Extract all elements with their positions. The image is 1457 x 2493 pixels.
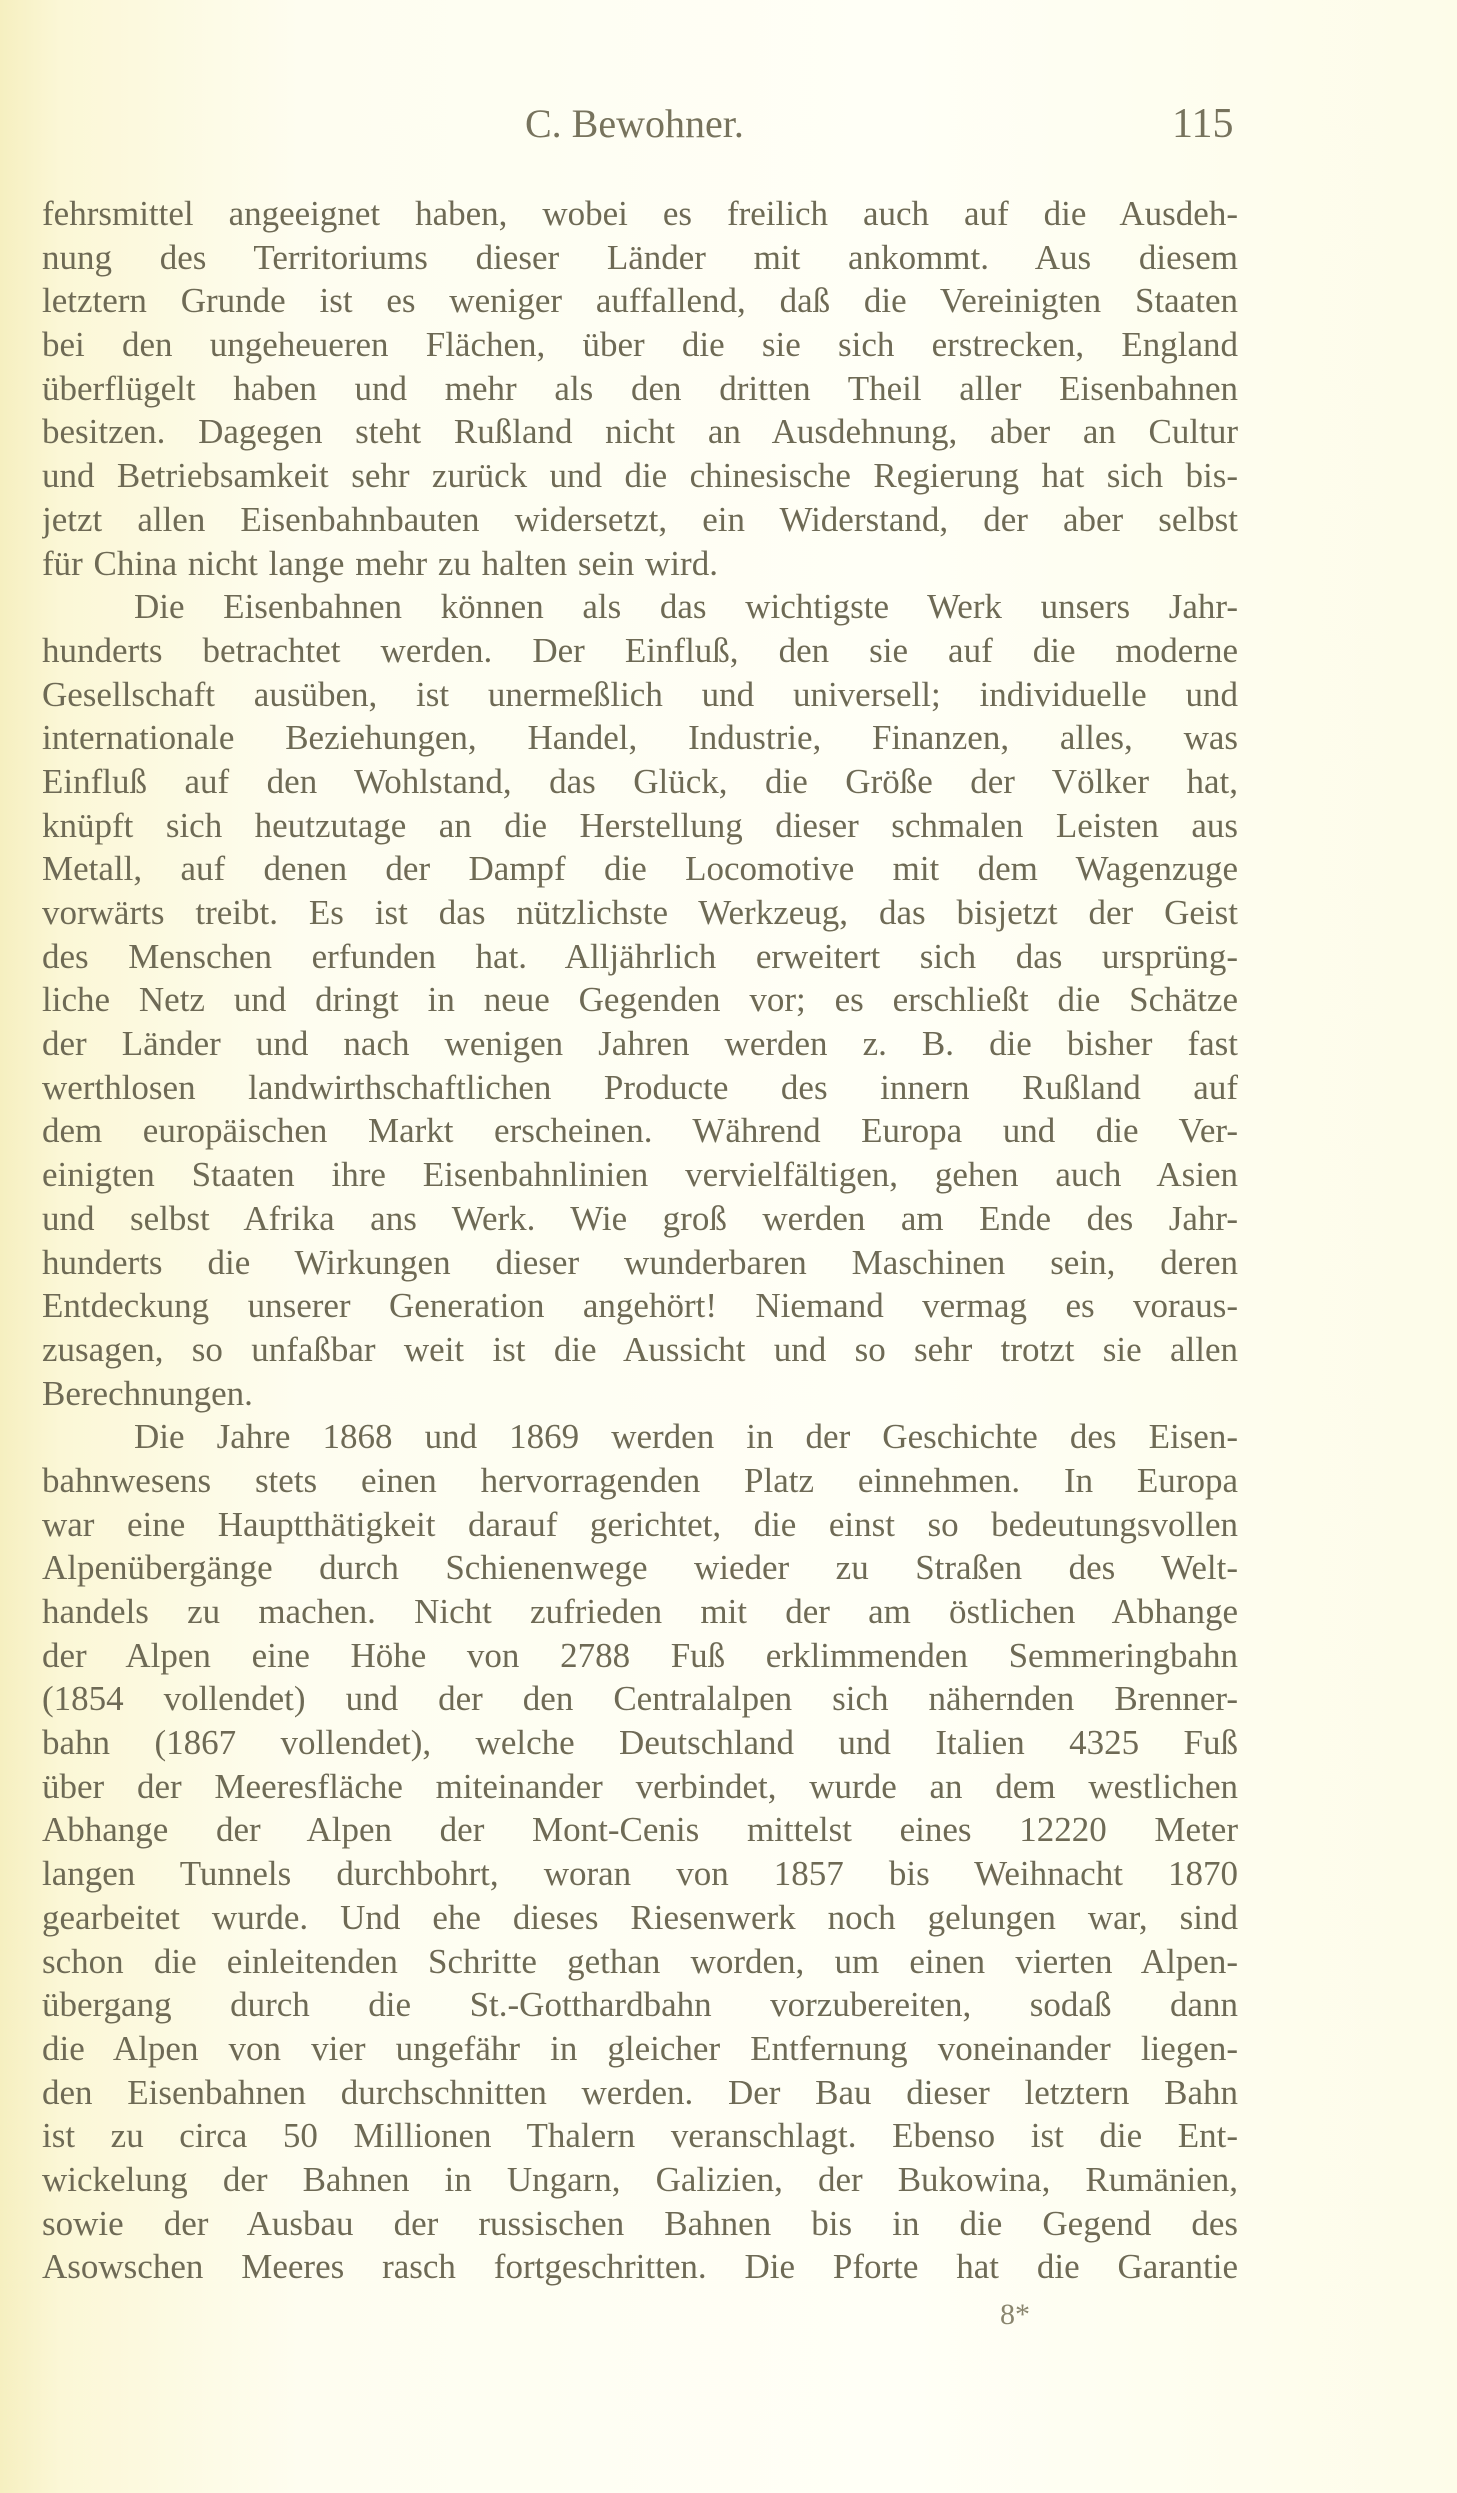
text-line: Gesellschaft ausüben, ist unermeßlich und universell; individuelle und (42, 674, 1238, 714)
text-line: Die Eisenbahnen können als das wichtigste Werk unsers Jahr- (134, 587, 1238, 627)
text-line: Abhange der Alpen der Mont-Cenis mittelst eines 12220 Meter (42, 1810, 1238, 1850)
text-line: einigten Staaten ihre Eisenbahnlinien vervielfältigen, gehen auch Asien (42, 1155, 1238, 1195)
text-line: und Betriebsamkeit sehr zurück und die chinesische Regierung hat sich bis- (42, 456, 1238, 496)
text-line: internationale Beziehungen, Handel, Industrie, Finanzen, alles, was (42, 718, 1238, 758)
text-line: besitzen. Dagegen steht Rußland nicht an Ausdehnung, aber an Cultur (42, 412, 1238, 452)
text-line: war eine Hauptthätigkeit darauf gerichtet, die einst so bedeutungsvollen (42, 1504, 1238, 1544)
text-line: sowie der Ausbau der russischen Bahnen bis in die Gegend des (42, 2203, 1238, 2243)
text-line: der Alpen eine Höhe von 2788 Fuß erklimmenden Semmeringbahn (42, 1635, 1238, 1675)
text-line: des Menschen erfunden hat. Alljährlich erweitert sich das ursprüng- (42, 936, 1238, 976)
text-line: Einfluß auf den Wohlstand, das Glück, die Größe der Völker hat, (42, 761, 1238, 801)
text-line: handels zu machen. Nicht zufrieden mit der am östlichen Abhange (42, 1592, 1238, 1631)
text-line: Die Jahre 1868 und 1869 werden in der Geschichte des Eisen- (134, 1417, 1238, 1457)
text-line: zusagen, so unfaßbar weit ist die Aussicht und so sehr trotzt sie allen (42, 1329, 1238, 1369)
text-line: gearbeitet wurde. Und ehe dieses Riesenwerk noch gelungen war, sind (42, 1897, 1238, 1937)
text-line: wickelung der Bahnen in Ungarn, Galizien, der Bukowina, Rumänien, (42, 2159, 1238, 2199)
text-line: Berechnungen. (42, 1373, 253, 1413)
text-line: knüpft sich heutzutage an die Herstellung dieser schmalen Leisten aus (42, 805, 1238, 845)
text-line: Entdeckung unserer Generation angehört! Niemand vermag es voraus- (42, 1286, 1238, 1326)
text-line: für China nicht lange mehr zu halten sein wird. (42, 543, 718, 583)
text-line: ist zu circa 50 Millionen Thalern veranschlagt. Ebenso ist die Ent- (42, 2116, 1238, 2156)
text-line: hunderts betrachtet werden. Der Einfluß, den sie auf die moderne (42, 630, 1238, 670)
text-line: Alpenübergänge durch Schienenwege wieder zu Straßen des Welt- (42, 1548, 1238, 1588)
text-line: und selbst Afrika ans Werk. Wie groß werden am Ende des Jahr- (42, 1198, 1238, 1238)
text-line: über der Meeresfläche miteinander verbindet, wurde an dem westlichen (42, 1766, 1238, 1806)
text-line: werthlosen landwirthschaftlichen Producte des innern Rußland auf (42, 1067, 1238, 1107)
text-line: vorwärts treibt. Es ist das nützlichste Werkzeug, das bisjetzt der Geist (42, 893, 1238, 932)
text-line: schon die einleitenden Schritte gethan worden, um einen vierten Alpen- (42, 1941, 1238, 1981)
text-line: den Eisenbahnen durchschnitten werden. Der Bau dieser letztern Bahn (42, 2072, 1238, 2112)
text-line: (1854 vollendet) und der den Centralalpen sich nähernden Brenner- (42, 1679, 1238, 1719)
text-line: bahnwesens stets einen hervorragenden Platz einnehmen. In Europa (42, 1460, 1238, 1500)
text-line: liche Netz und dringt in neue Gegenden vor; es erschließt die Schätze (42, 980, 1238, 1020)
chapter-heading: C. Bewohner. (525, 101, 744, 146)
body-text (42, 192, 1238, 2289)
running-head (0, 100, 1457, 150)
page-number: 115 (1172, 101, 1234, 147)
text-line: bahn (1867 vollendet), welche Deutschland und Italien 4325 Fuß (42, 1723, 1238, 1763)
text-line: Metall, auf denen der Dampf die Locomotive mit dem Wagenzuge (42, 849, 1238, 889)
text-line: der Länder und nach wenigen Jahren werden z. B. die bisher fast (42, 1024, 1238, 1064)
text-line: langen Tunnels durchbohrt, woran von 1857 bis Weihnacht 1870 (42, 1854, 1238, 1894)
text-line: jetzt allen Eisenbahnbauten widersetzt, ein Widerstand, der aber selbst (42, 499, 1238, 539)
text-line: bei den ungeheueren Flächen, über die sie sich erstrecken, England (42, 325, 1238, 365)
text-line: nung des Territoriums dieser Länder mit ankommt. Aus diesem (42, 237, 1238, 277)
text-line: die Alpen von vier ungefähr in gleicher Entfernung voneinander liegen- (42, 2028, 1238, 2068)
text-line: überflügelt haben und mehr als den dritten Theil aller Eisenbahnen (42, 368, 1238, 408)
text-line: dem europäischen Markt erscheinen. Während Europa und die Ver- (42, 1111, 1238, 1151)
text-line: übergang durch die St.-Gotthardbahn vorzubereiten, sodaß dann (42, 1985, 1238, 2025)
text-line: Asowschen Meeres rasch fortgeschritten. Die Pforte hat die Garantie (42, 2247, 1238, 2287)
signature-mark: 8* (1000, 2298, 1030, 2331)
text-line: letztern Grunde ist es weniger auffallend, daß die Vereinigten Staaten (42, 281, 1238, 321)
text-line: fehrsmittel angeeignet haben, wobei es freilich auch auf die Ausdeh- (42, 194, 1238, 233)
text-line: hunderts die Wirkungen dieser wunderbaren Maschinen sein, deren (42, 1242, 1238, 1282)
